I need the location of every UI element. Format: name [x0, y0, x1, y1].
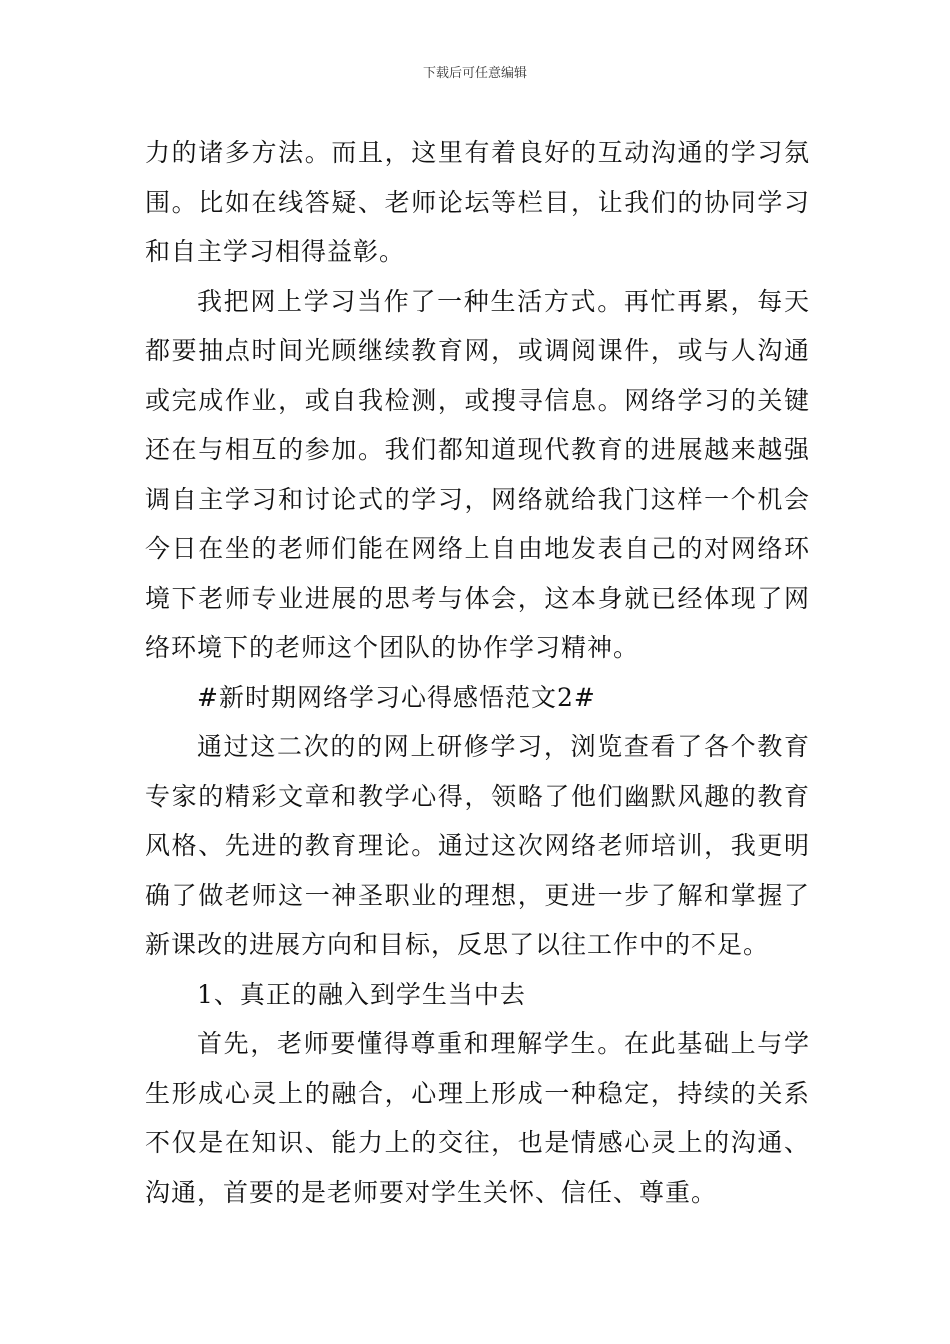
- paragraph-online-learning: 我把网上学习当作了一种生活方式。再忙再累，每天都要抽点时间光顾继续教育网，或调阅课件，或与人沟通或完成作业，或自我检测，或搜寻信息。网络学习的关键还在与相互的参加。我们都知道现代教育的进展越来越强调自主学习和讨论式的学习，网络就给我门这样一个机会今日在坐的老师们能在网络上自由地发表自己的对网络环境下老师专业进展的思考与体会，这本身就已经体现了网络环境下的老师这个团队的协作学习精神。: [145, 286, 810, 662]
- paragraph-continuation: 力的诸多方法。而且，这里有着良好的互动沟通的学习氛围。比如在线答疑、老师论坛等栏目，让我们的协同学习和自主学习相得益彰。: [145, 138, 810, 266]
- subheading-point-1: 1、真正的融入到学生当中去: [197, 979, 526, 1009]
- paragraph-respect-students: 首先，老师要懂得尊重和理解学生。在此基础上与学生形成心灵上的融合，心理上形成一种稳定，持续的关系不仅是在知识、能力上的交往，也是情感心灵上的沟通、沟通，首要的是老师要对学生关怀、信任、尊重。: [145, 1029, 810, 1207]
- section-heading: #新时期网络学习心得感悟范文2#: [197, 682, 596, 712]
- paragraph-training-reflection: 通过这二次的的网上研修学习，浏览查看了各个教育专家的精彩文章和教学心得，领略了他们幽默风趣的教育风格、先进的教育理论。通过这次网络老师培训，我更明确了做老师这一神圣职业的理想，更进一步了解和掌握了新课改的进展方向和目标，反思了以往工作中的不足。: [145, 732, 810, 959]
- document-body: [145, 128, 810, 1217]
- page-header-note: 下载后可任意编辑: [422, 66, 527, 81]
